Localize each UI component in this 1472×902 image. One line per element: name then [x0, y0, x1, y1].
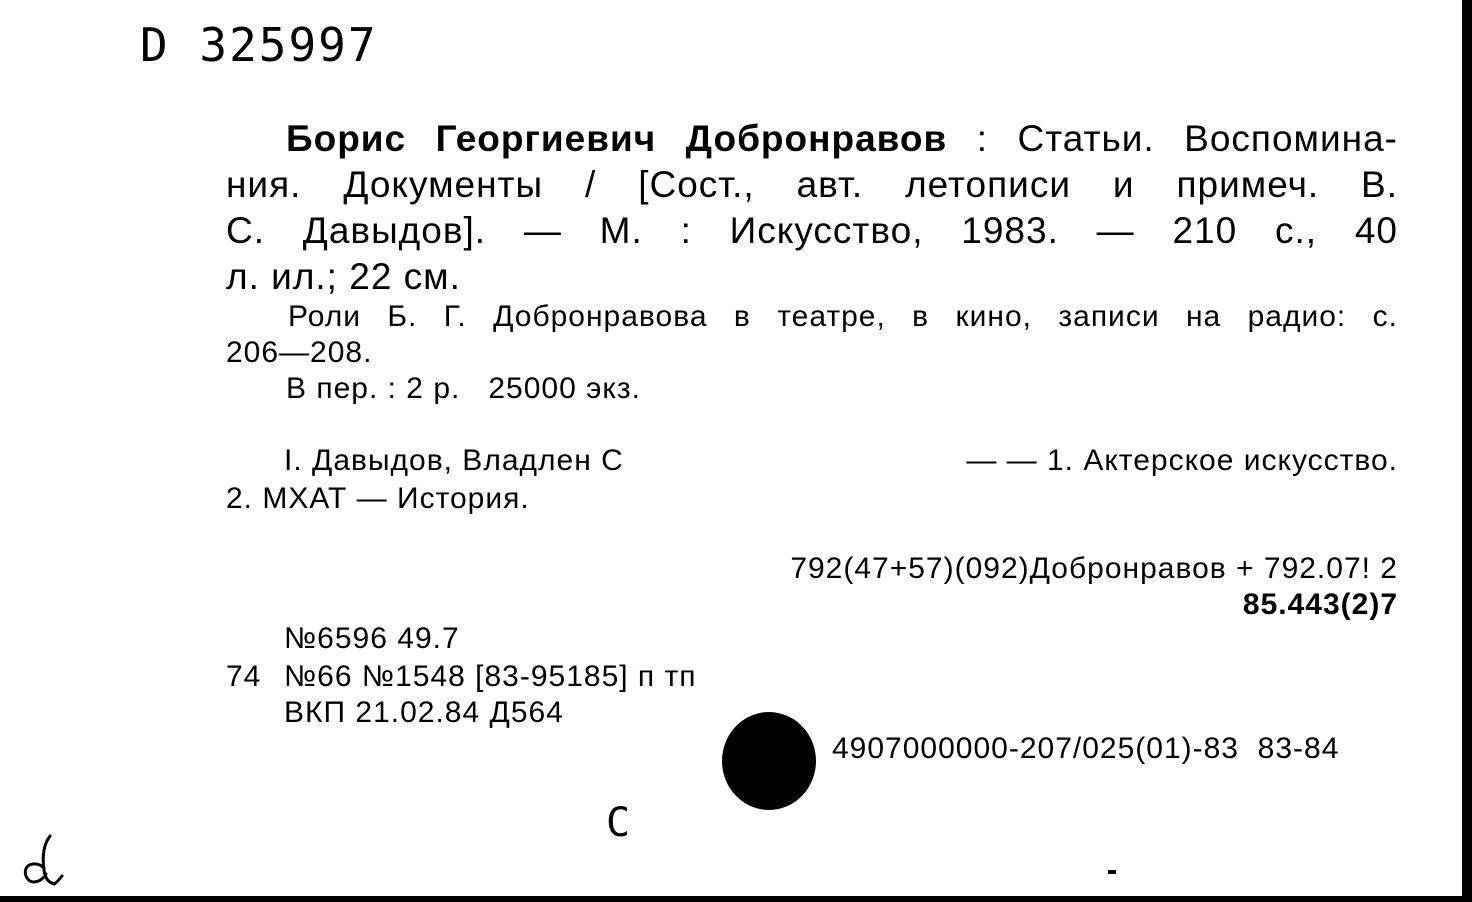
registration-line-2: №66 №1548 [83-95185] п тп [284, 660, 697, 693]
entry-line-4: л. ил.; 22 см. [226, 256, 461, 297]
entry-line-2: ния. Документы / [Сост., авт. летописи и примеч. В. [226, 164, 1398, 205]
entry-line-1 [226, 118, 1398, 160]
bbk-index: 85.443(2)7 [1242, 588, 1398, 621]
note-line-2: 206—208. [226, 336, 373, 369]
call-number: D 325997 [140, 18, 378, 72]
tracing-subject-2: 2. МХАТ — История. [226, 482, 530, 515]
ink-mark [1108, 870, 1116, 874]
registration-line-1: №6596 49.7 [284, 622, 460, 655]
udc-index: 792(47+57)(092)Добронравов + 792.07! 2 [790, 552, 1398, 585]
title-start: : Статьи. Воспомина- [947, 118, 1398, 159]
tracing-added-entry: I. Давыдов, Владлен С [284, 444, 624, 477]
registration-prefix: 74 [226, 660, 262, 693]
entry-line-3: С. Давыдов]. — М. : Искусство, 1983. — 210 с., 40 [226, 210, 1398, 251]
punched-hole-mark [722, 712, 816, 810]
tracing-subject-1: — — 1. Актерское искусство. [966, 444, 1398, 477]
handwritten-mark [14, 830, 74, 890]
isbn-code: 4907000000-207/025(01)-83 83-84 [832, 732, 1340, 765]
author-heading: Борис Георгиевич Добронравов [286, 118, 948, 159]
price-line: В пер. : 2 р. 25000 экз. [286, 372, 641, 405]
note-line-1: Роли Б. Г. Добронравова в театре, в кино, записи на радио: с. [288, 300, 1398, 333]
registration-line-3: ВКП 21.02.84 Д564 [284, 696, 564, 729]
card-letter: С [606, 800, 631, 846]
